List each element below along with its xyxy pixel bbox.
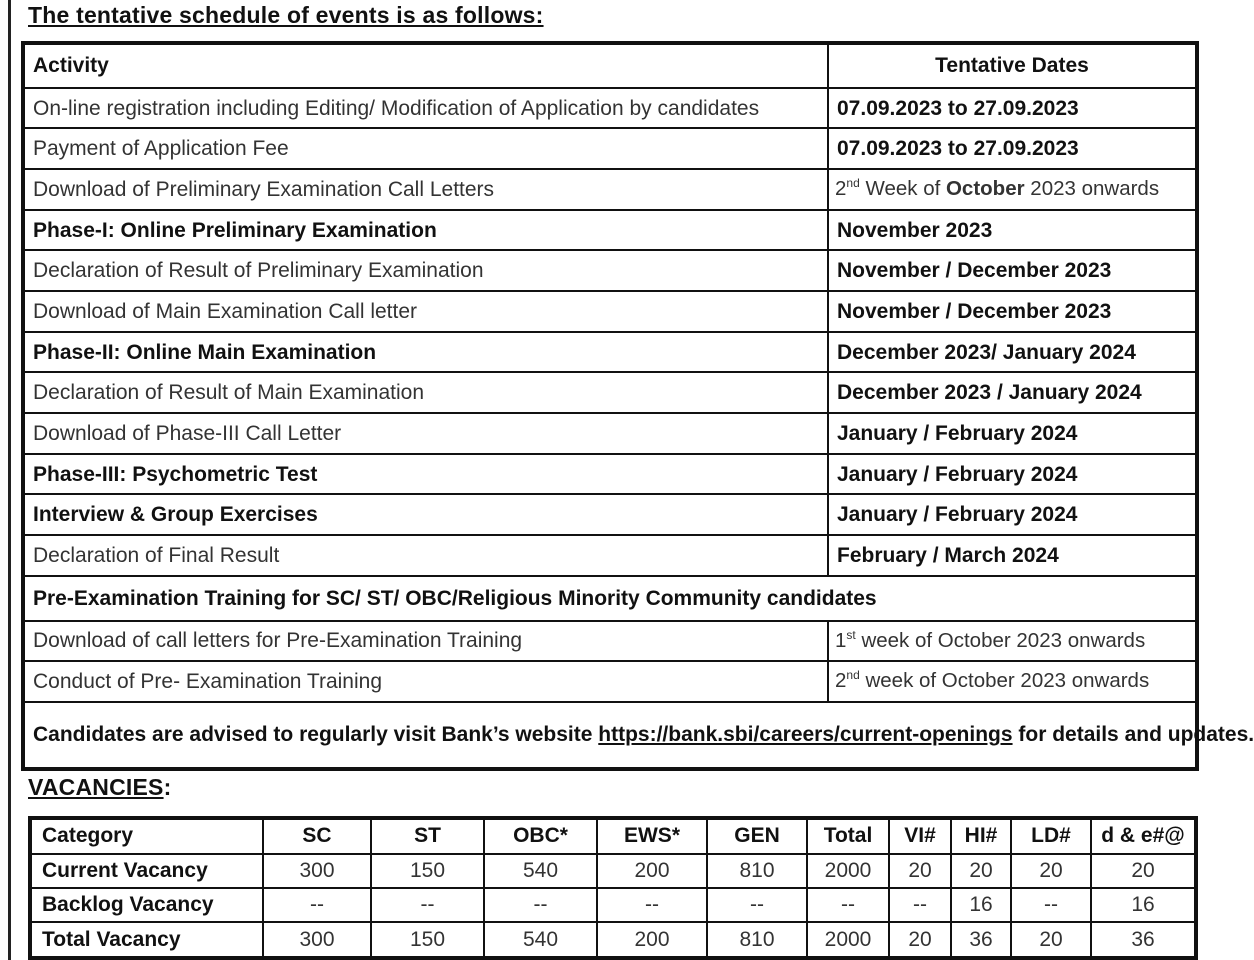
date-cell: January / February 2024 [828,494,1197,535]
vacancy-cell: -- [263,888,371,922]
table-row [30,922,1196,958]
activity-cell: Phase-III: Psychometric Test [23,454,828,495]
table-row [23,88,1197,129]
date-cell: November 2023 [828,210,1197,251]
column-header: ST [371,818,484,854]
vacancies-table [28,816,1198,960]
table-row [30,854,1196,888]
table-row [23,169,1197,210]
activity-cell: Interview & Group Exercises [23,494,828,535]
vacancy-cell: -- [597,888,707,922]
vacancy-cell: 20 [889,854,951,888]
vacancy-cell: 20 [1091,854,1196,888]
vacancy-cell: 20 [951,854,1011,888]
table-header-row [23,43,1197,88]
vacancy-cell: 540 [484,922,597,958]
advisory-note: Candidates are advised to regularly visit Bank’s website https://bank.sbi/careers/current-openings for details and updates. [23,702,1197,769]
vacancy-cell: 540 [484,854,597,888]
category-column-header: Category [30,818,263,854]
row-label: Current Vacancy [30,854,263,888]
vacancy-cell: 20 [1011,854,1091,888]
column-header: LD# [1011,818,1091,854]
vacancy-cell: 810 [707,922,807,958]
vacancy-cell: -- [707,888,807,922]
table-row [23,250,1197,291]
table-row [23,454,1197,495]
vacancy-cell: 810 [707,854,807,888]
column-header: EWS* [597,818,707,854]
activity-cell: Declaration of Result of Main Examination [23,372,828,413]
date-cell: 07.09.2023 to 27.09.2023 [828,128,1197,169]
vacancies-header-row [30,818,1196,854]
vacancy-cell: -- [371,888,484,922]
activity-column-header: Activity [23,43,828,88]
activity-cell: On-line registration including Editing/ Modification of Application by candidates [23,88,828,129]
vacancies-heading: VACANCIES: [28,774,172,800]
vacancy-cell: 16 [951,888,1011,922]
table-row [23,372,1197,413]
vacancy-cell: -- [807,888,889,922]
activity-cell: Phase-I: Online Preliminary Examination [23,210,828,251]
training-heading-row [23,576,1197,621]
page-margin-line [8,0,11,960]
vacancy-cell: 300 [263,922,371,958]
date-cell: 1st week of October 2023 onwards [828,621,1197,662]
date-cell: December 2023/ January 2024 [828,332,1197,373]
column-header: Total [807,818,889,854]
table-row [23,621,1197,662]
table-row [23,332,1197,373]
table-row [23,413,1197,454]
date-cell: January / February 2024 [828,413,1197,454]
date-cell: 2nd week of October 2023 onwards [828,661,1197,702]
column-header: VI# [889,818,951,854]
schedule-table [21,41,1254,771]
activity-cell: Download of Main Examination Call letter [23,291,828,332]
date-cell: February / March 2024 [828,535,1197,576]
vacancy-cell: 20 [889,922,951,958]
training-heading: Pre-Examination Training for SC/ ST/ OBC/Religious Minority Community candidates [23,576,1197,621]
careers-link[interactable]: https://bank.sbi/careers/current-openings [598,723,1013,747]
vacancy-cell: 2000 [807,854,889,888]
vacancy-cell: 150 [371,854,484,888]
column-header: OBC* [484,818,597,854]
activity-cell: Declaration of Result of Preliminary Examination [23,250,828,291]
vacancy-cell: -- [889,888,951,922]
table-row [23,661,1197,702]
date-cell: December 2023 / January 2024 [828,372,1197,413]
dates-column-header: Tentative Dates [828,43,1197,88]
table-row [23,535,1197,576]
vacancy-cell: 300 [263,854,371,888]
row-label: Backlog Vacancy [30,888,263,922]
activity-cell: Download of Preliminary Examination Call Letters [23,169,828,210]
table-row [23,128,1197,169]
column-header: SC [263,818,371,854]
vacancy-cell: 36 [1091,922,1196,958]
table-row [23,291,1197,332]
date-cell: January / February 2024 [828,454,1197,495]
activity-cell: Download of Phase-III Call Letter [23,413,828,454]
vacancy-cell: -- [484,888,597,922]
date-cell: 2nd Week of October 2023 onwards [828,169,1197,210]
vacancy-cell: 2000 [807,922,889,958]
date-cell: November / December 2023 [828,291,1197,332]
note-row [23,702,1197,769]
date-cell: 07.09.2023 to 27.09.2023 [828,88,1197,129]
vacancy-cell: 200 [597,922,707,958]
date-cell: November / December 2023 [828,250,1197,291]
activity-cell: Conduct of Pre- Examination Training [23,661,828,702]
schedule-heading: The tentative schedule of events is as follows: [28,2,544,28]
vacancy-cell: 150 [371,922,484,958]
vacancy-cell: -- [1011,888,1091,922]
activity-cell: Payment of Application Fee [23,128,828,169]
vacancy-cell: 20 [1011,922,1091,958]
table-row [23,210,1197,251]
vacancy-cell: 36 [951,922,1011,958]
column-header: GEN [707,818,807,854]
row-label: Total Vacancy [30,922,263,958]
column-header: d & e#@ [1091,818,1196,854]
activity-cell: Download of call letters for Pre-Examination Training [23,621,828,662]
table-row [30,888,1196,922]
table-row [23,494,1197,535]
activity-cell: Declaration of Final Result [23,535,828,576]
vacancy-cell: 200 [597,854,707,888]
activity-cell: Phase-II: Online Main Examination [23,332,828,373]
column-header: HI# [951,818,1011,854]
vacancy-cell: 16 [1091,888,1196,922]
